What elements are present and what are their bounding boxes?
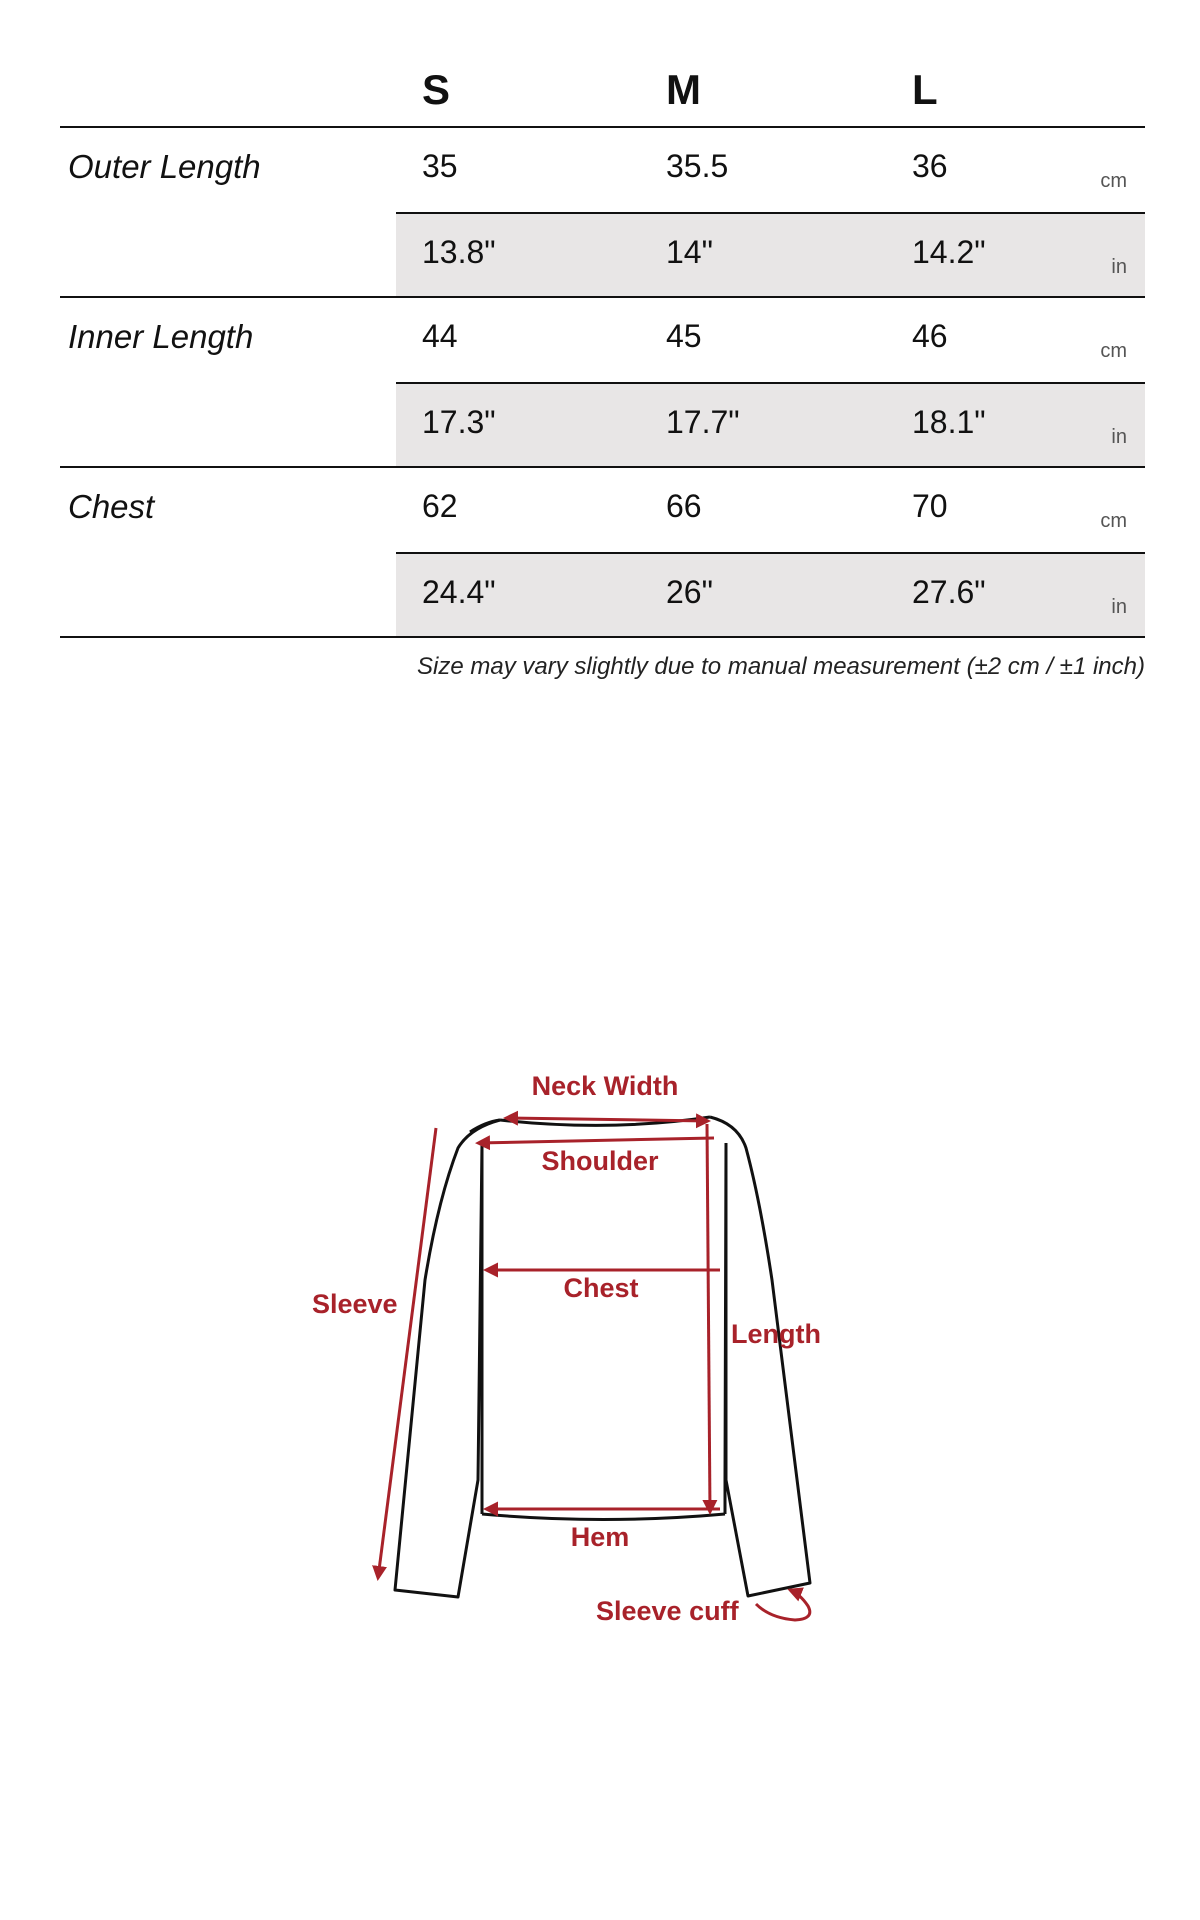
shoulder-line <box>478 1138 714 1143</box>
hem-edge <box>482 1514 725 1520</box>
value-l-in: 27.6" <box>912 574 986 610</box>
measurement-label: Chest <box>68 488 155 525</box>
unit-cm: cm <box>1100 170 1127 192</box>
sleeve-line <box>378 1128 436 1578</box>
cm-row <box>396 298 1145 382</box>
value-s-in: 24.4" <box>422 574 496 610</box>
size-header-l: L <box>912 66 938 113</box>
value-s-in: 17.3" <box>422 404 496 440</box>
length-line <box>707 1124 710 1512</box>
label-length: Length <box>731 1319 821 1349</box>
measurement-note: Size may vary slightly due to manual measurement (±2 cm / ±1 inch) <box>417 653 1145 680</box>
label-shoulder: Shoulder <box>541 1146 659 1176</box>
inch-row <box>396 552 1145 636</box>
left-sleeve <box>395 1120 500 1597</box>
inch-row <box>396 212 1145 296</box>
value-m-in: 14" <box>666 234 713 270</box>
value-l-in: 18.1" <box>912 404 986 440</box>
unit-cm: cm <box>1100 510 1127 532</box>
inch-row <box>396 382 1145 466</box>
measurement-inner-length <box>60 298 1145 468</box>
label-neck-width: Neck Width <box>531 1071 679 1101</box>
value-m-cm: 35.5 <box>666 148 729 184</box>
measurement-chest <box>60 468 1145 638</box>
neck-width-line <box>506 1118 708 1121</box>
value-m-in: 26" <box>666 574 713 610</box>
label-chest: Chest <box>563 1273 639 1303</box>
unit-cm: cm <box>1100 340 1127 362</box>
size-chart-table <box>60 60 1145 638</box>
garment-measurement-diagram <box>0 1040 1200 1680</box>
cm-row <box>396 128 1145 212</box>
size-header-s: S <box>422 66 451 113</box>
right-sleeve <box>710 1117 810 1596</box>
label-hem: Hem <box>570 1522 630 1552</box>
value-s-cm: 35 <box>422 148 458 184</box>
cm-row <box>396 468 1145 552</box>
unit-in: in <box>1111 256 1127 278</box>
value-s-cm: 62 <box>422 488 458 524</box>
measurement-label: Outer Length <box>68 148 261 185</box>
value-s-in: 13.8" <box>422 234 496 270</box>
measurement-label: Inner Length <box>68 318 254 355</box>
unit-in: in <box>1111 426 1127 448</box>
value-l-cm: 70 <box>912 488 948 524</box>
value-m-in: 17.7" <box>666 404 740 440</box>
label-sleeve: Sleeve <box>312 1289 398 1319</box>
value-m-cm: 45 <box>666 318 702 354</box>
label-sleeve-cuff: Sleeve cuff <box>596 1596 739 1626</box>
value-m-cm: 66 <box>666 488 702 524</box>
sleeve-cuff-arrow <box>756 1590 810 1620</box>
value-s-cm: 44 <box>422 318 458 354</box>
size-header-row <box>60 60 1145 128</box>
value-l-cm: 36 <box>912 148 948 184</box>
value-l-cm: 46 <box>912 318 948 354</box>
value-l-in: 14.2" <box>912 234 986 270</box>
unit-in: in <box>1111 596 1127 618</box>
size-header-m: M <box>666 66 701 113</box>
measurement-outer-length <box>60 128 1145 298</box>
